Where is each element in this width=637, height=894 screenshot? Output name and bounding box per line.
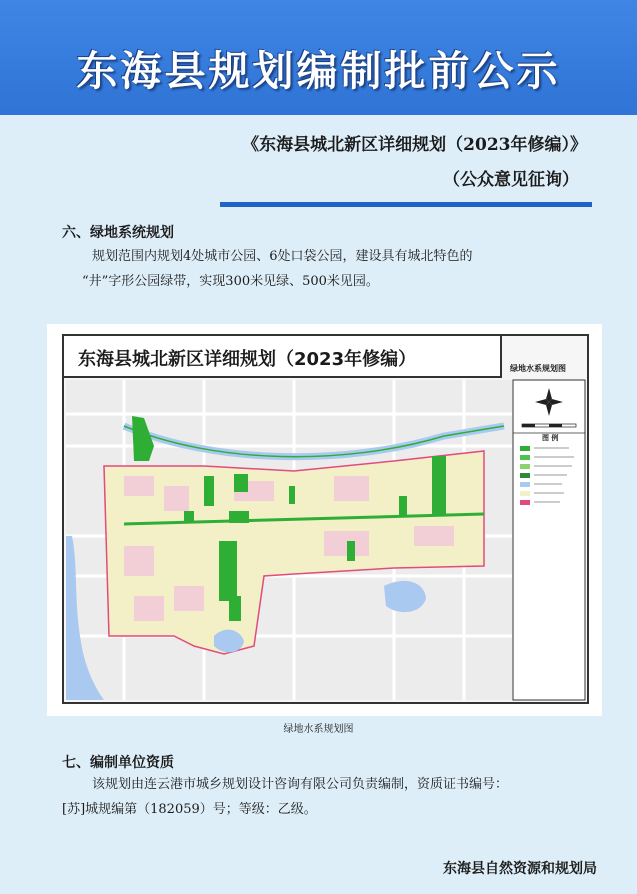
page-title: 东海县规划编制批前公示 [76, 47, 561, 95]
section-6-line-2: “井”字形公园绿带，实现300米见绿、500米见园。 [82, 274, 379, 289]
map-title: 东海县城北新区详细规划（2023年修编） [64, 336, 502, 378]
section-6-heading: 六、绿地系统规划 [62, 225, 174, 241]
map-drawing [64, 336, 587, 702]
footer-organization: 东海县自然资源和规划局 [443, 861, 597, 877]
section-7-heading: 七、编制单位资质 [62, 755, 174, 771]
map-subtitle: 绿地水系规划图 [510, 364, 566, 373]
document-subtitle: （公众意见征询） [443, 170, 579, 190]
section-7-line-2: [苏]城规编第（182059）号；等级：乙级。 [62, 802, 317, 817]
map-caption: 绿地水系规划图 [283, 724, 354, 735]
legend-title: 图 例 [542, 434, 559, 442]
legend-panel [513, 380, 585, 700]
section-6-line-1: 规划范围内规划4处城市公园、6处口袋公园，建设具有城北特色的 [92, 249, 473, 264]
plan-map [62, 334, 589, 704]
divider-rule [220, 202, 592, 207]
section-7-line-1: 该规划由连云港市城乡规划设计咨询有限公司负责编制，资质证书编号： [92, 777, 509, 792]
document-title: 《东海县城北新区详细规划（2023年修编）》 [242, 135, 587, 155]
header-banner [0, 0, 637, 115]
scale-bar-icon [522, 424, 576, 427]
